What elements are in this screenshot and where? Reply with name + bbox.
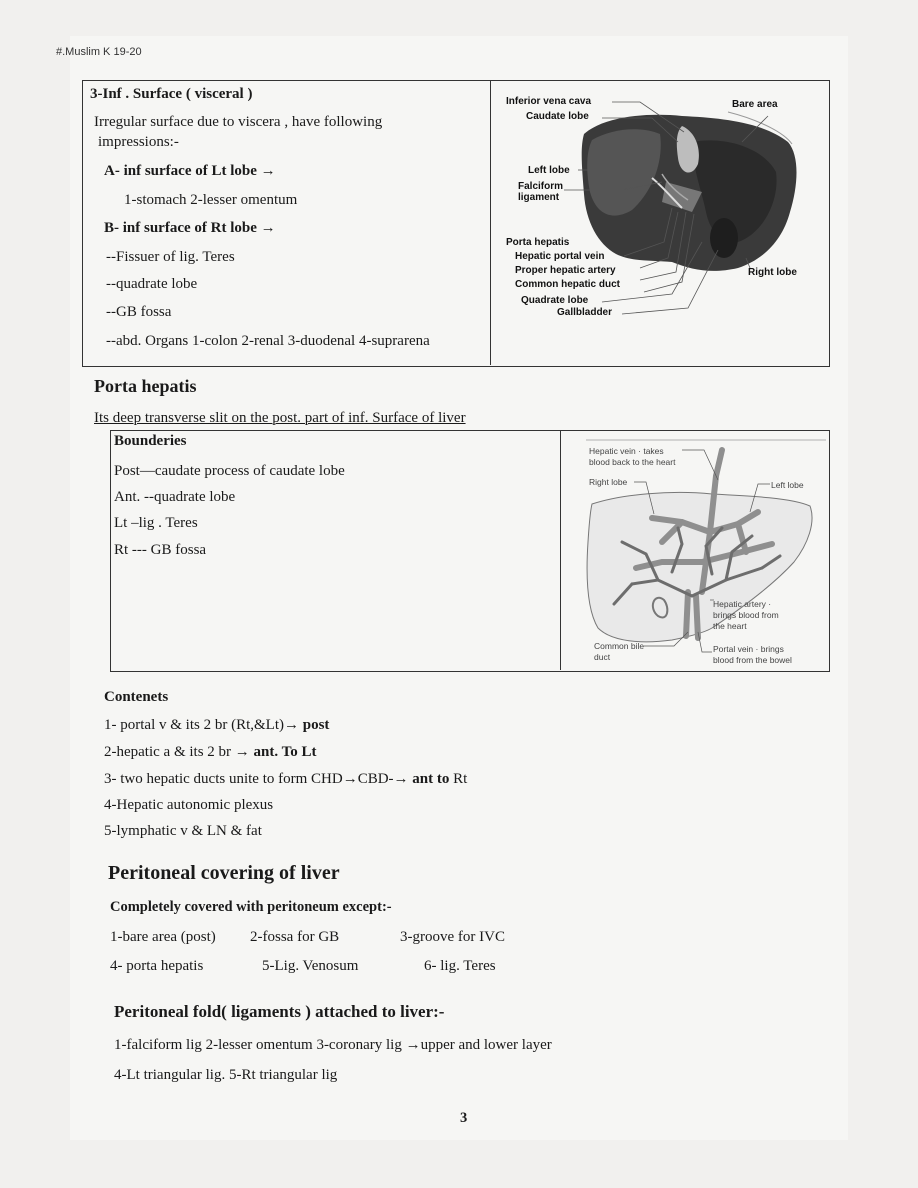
label-hepatic-vein-2: blood back to the heart — [589, 457, 676, 467]
label-falciform-2: ligament — [518, 192, 560, 203]
contents-item-3-text: 3- two hepatic ducts unite to form CHD→CBD-→ — [104, 771, 413, 787]
section1-intro-2: impressions:- — [98, 134, 179, 150]
peritoneal-fold-title: Peritoneal fold( ligaments ) attached to liver:- — [114, 1002, 445, 1021]
label-hepatic-vein-1: Hepatic vein · takes — [589, 446, 664, 456]
boundaries-title: Bounderies — [114, 433, 187, 449]
contents-item-2-text: 2-hepatic a & its 2 br → — [104, 744, 254, 760]
boundary-post: Post—caudate process of caudate lobe — [114, 463, 345, 479]
label-portal-vein-2: blood from the bowel — [713, 655, 792, 665]
contents-title: Contenets — [104, 689, 169, 705]
contents-item-2 — [104, 744, 317, 761]
liver-inferior-surface-figure — [492, 82, 826, 364]
label-bile-duct-2: duct — [594, 652, 611, 662]
contents-item-3-bold: ant to — [412, 771, 450, 787]
contents-item-1-bold: post — [302, 717, 330, 733]
porta-hepatis-title: Porta hepatis — [94, 376, 197, 396]
section1-a-heading: A- inf surface of Lt lobe → — [104, 163, 276, 179]
contents-item-1 — [104, 717, 329, 734]
section1-a-items: 1-stomach 2-lesser omentum — [124, 192, 298, 208]
exception-5: 5-Lig. Venosum — [262, 958, 359, 974]
label-bare-area: Bare area — [732, 99, 778, 110]
label-hepatic-artery-2: brings blood from — [713, 610, 779, 620]
figure2-divider — [560, 430, 561, 670]
peritoneal-fold-line-2: 4-Lt triangular lig. 5-Rt triangular lig — [114, 1067, 338, 1083]
label-porta-hepatis: Porta hepatis — [506, 237, 570, 248]
contents-item-5: 5-lymphatic v & LN & fat — [104, 823, 262, 839]
header-note: #.Muslim K 19-20 — [56, 46, 142, 58]
exception-3: 3-groove for IVC — [400, 929, 505, 945]
porta-hepatis-description: Its deep transverse slit on the post. part of inf. Surface of liver — [94, 410, 466, 426]
exception-2: 2-fossa for GB — [250, 929, 340, 945]
label-inferior-vena-cava: Inferior vena cava — [506, 96, 592, 107]
contents-item-4: 4-Hepatic autonomic plexus — [104, 797, 274, 813]
label-right-lobe-2: Right lobe — [589, 477, 628, 487]
section1-b-item-2: --quadrate lobe — [106, 276, 198, 292]
section1-b-item-3: --GB fossa — [106, 304, 172, 320]
figure1-divider — [490, 80, 491, 365]
boundary-ant: Ant. --quadrate lobe — [114, 489, 236, 505]
label-falciform-1: Falciform — [518, 181, 564, 192]
contents-item-1-text: 1- portal v & its 2 br (Rt,&Lt)→ — [104, 717, 303, 733]
boundary-rt: Rt --- GB fossa — [114, 542, 207, 558]
boundary-lt: Lt –lig . Teres — [114, 515, 198, 531]
label-hepatic-artery-3: the heart — [713, 621, 747, 631]
contents-item-2-bold: ant. To Lt — [253, 744, 317, 760]
exception-6: 6- lig. Teres — [424, 958, 496, 974]
exception-4: 4- porta hepatis — [110, 958, 204, 974]
label-caudate-lobe: Caudate lobe — [526, 111, 589, 122]
section1-b-item-4: --abd. Organs 1-colon 2-renal 3-duodenal 4-suprarena — [106, 333, 430, 349]
section1-b-heading: B- inf surface of Rt lobe → — [104, 220, 276, 236]
exception-1: 1-bare area (post) — [110, 929, 216, 945]
label-gallbladder: Gallbladder — [557, 307, 613, 318]
peritoneal-covering-title: Peritoneal covering of liver — [108, 862, 340, 884]
peritoneal-fold-line-1: 1-falciform lig 2-lesser omentum 3-coronary lig →upper and lower layer — [114, 1037, 552, 1053]
section1-title: 3-Inf . Surface ( visceral ) — [90, 86, 253, 102]
label-hepatic-portal-vein: Hepatic portal vein — [515, 251, 605, 262]
label-left-lobe: Left lobe — [528, 165, 570, 176]
liver-vessels-figure — [562, 432, 826, 668]
peritoneal-subtitle: Completely covered with peritoneum except:- — [110, 899, 392, 915]
label-left-lobe-2: Left lobe — [771, 480, 804, 490]
label-portal-vein-1: Portal vein · brings — [713, 644, 784, 654]
section1-b-item-1: --Fissuer of lig. Teres — [106, 249, 235, 265]
label-proper-hepatic-artery: Proper hepatic artery — [515, 265, 616, 276]
label-right-lobe: Right lobe — [748, 267, 797, 278]
label-quadrate-lobe: Quadrate lobe — [521, 295, 589, 306]
section1-intro-1: Irregular surface due to viscera , have following — [94, 114, 383, 130]
contents-item-3-tail: Rt — [449, 771, 468, 787]
label-hepatic-artery-1: Hepatic artery · — [713, 599, 772, 609]
label-common-hepatic-duct: Common hepatic duct — [515, 279, 621, 290]
contents-item-3 — [104, 771, 467, 788]
label-bile-duct-1: Common bile — [594, 641, 645, 651]
page-number: 3 — [460, 1110, 468, 1126]
